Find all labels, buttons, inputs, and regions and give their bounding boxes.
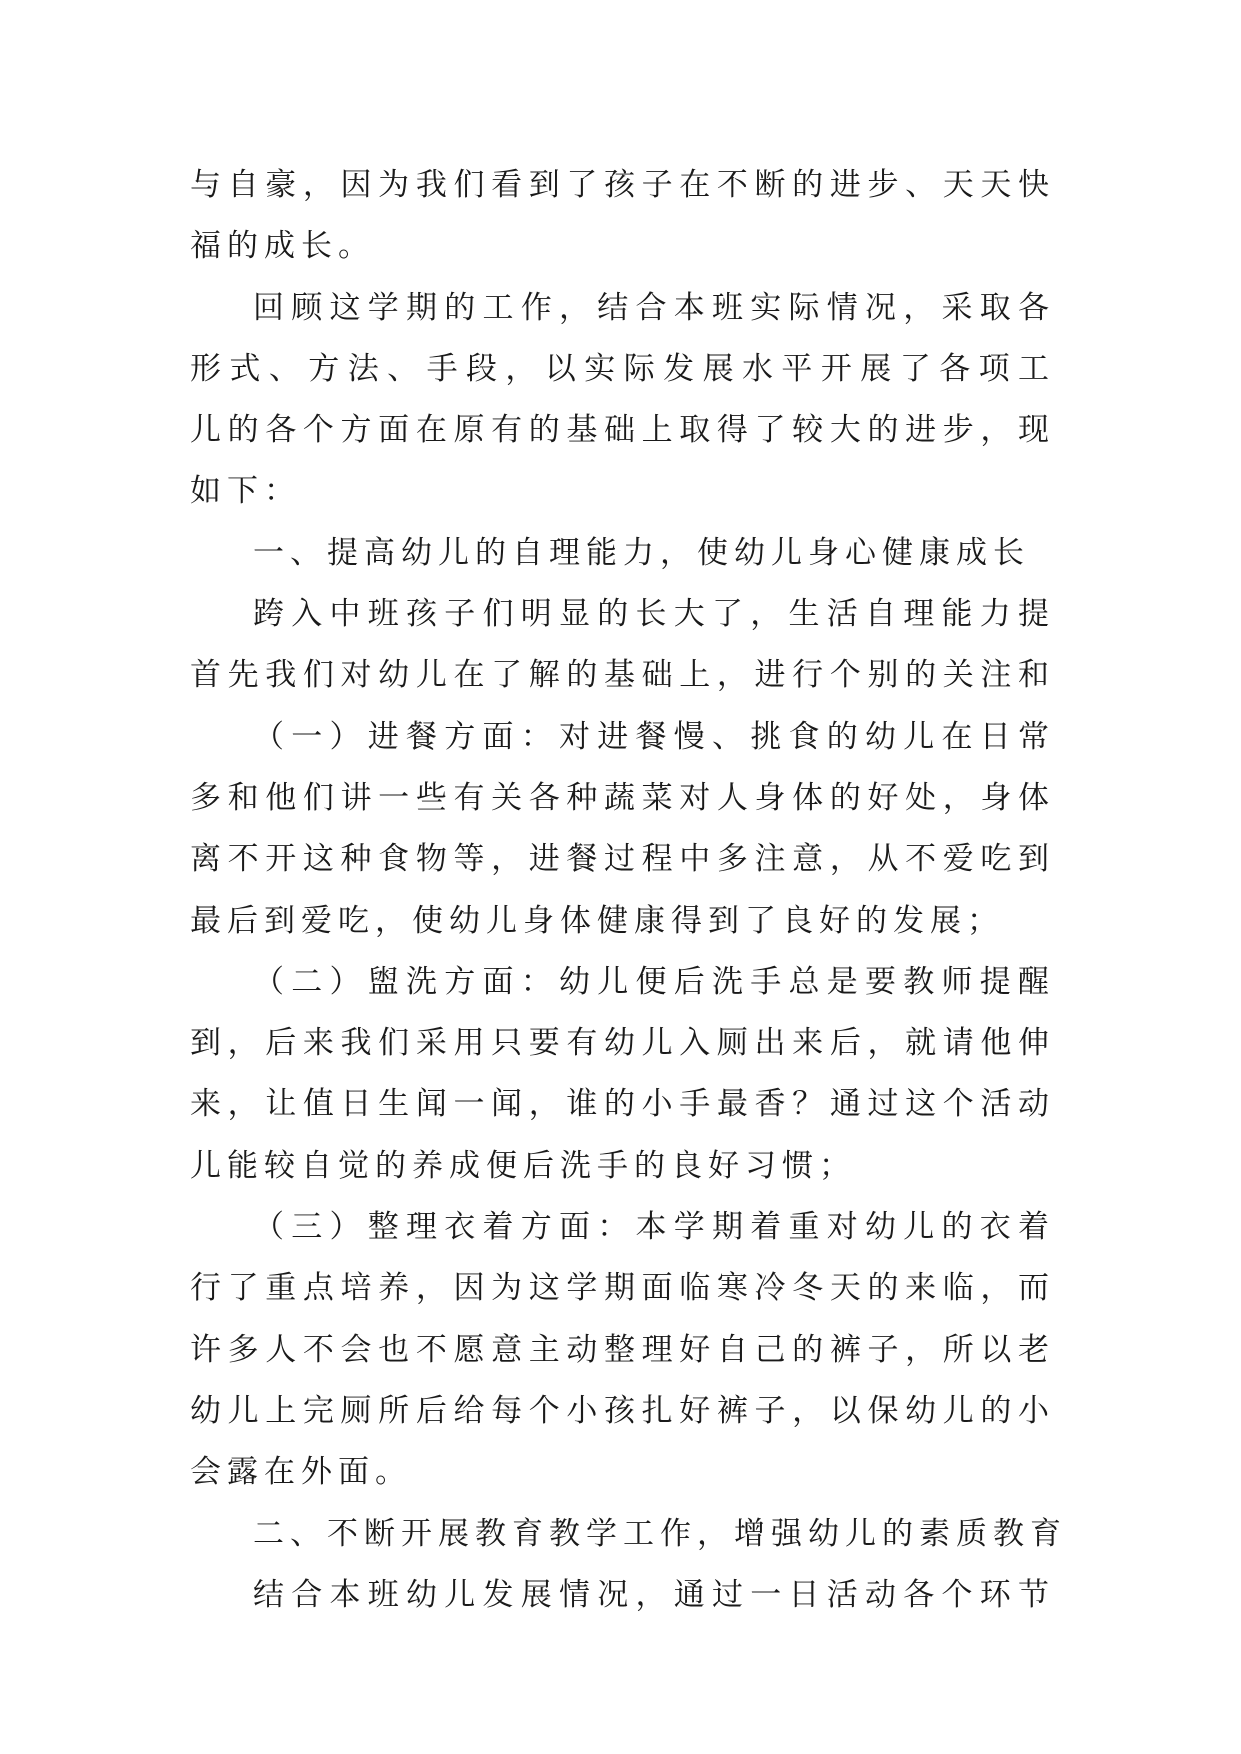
text-line: 最后到爱吃，使幼儿身体健康得到了良好的发展； <box>190 902 1004 939</box>
text-line: 幼儿上完厕所后给每个小孩扎好裤子，以保幼儿的小 <box>190 1392 1055 1429</box>
text-line: 首先我们对幼儿在了解的基础上，进行个别的关注和 <box>190 657 1055 694</box>
text-line: 二、不断开展教育教学工作，增强幼儿的素质教育 <box>253 1515 1067 1552</box>
text-line: （一）进餐方面：对进餐慢、挑食的幼儿在日常 <box>253 718 1055 755</box>
text-line: 来，让值日生闻一闻，谁的小手最香？通过这个活动 <box>190 1086 1055 1123</box>
text-line: 回顾这学期的工作，结合本班实际情况，采取各 <box>253 289 1055 326</box>
text-line: 会露在外面。 <box>190 1454 412 1491</box>
text-line: 跨入中班孩子们明显的长大了，生活自理能力提 <box>253 596 1055 633</box>
text-line: （三）整理衣着方面：本学期着重对幼儿的衣着 <box>253 1209 1055 1246</box>
text-line: （二）盥洗方面：幼儿便后洗手总是要教师提醒 <box>253 963 1055 1000</box>
text-line: 儿能较自觉的养成便后洗手的良好习惯； <box>190 1147 856 1184</box>
text-line: 如下： <box>190 473 301 510</box>
text-line: 福的成长。 <box>190 228 375 265</box>
text-line: 多和他们讲一些有关各种蔬菜对人身体的好处，身体 <box>190 779 1055 816</box>
text-line: 到，后来我们采用只要有幼儿入厕出来后，就请他伸 <box>190 1025 1055 1062</box>
text-line: 儿的各个方面在原有的基础上取得了较大的进步，现 <box>190 412 1055 449</box>
text-line: 与自豪，因为我们看到了孩子在不断的进步、天天快 <box>190 167 1055 203</box>
text-line: 许多人不会也不愿意主动整理好自己的裤子，所以老 <box>190 1331 1055 1368</box>
text-line: 一、提高幼儿的自理能力，使幼儿身心健康成长 <box>253 534 1030 571</box>
text-line: 形式、方法、手段，以实际发展水平开展了各项工 <box>190 350 1055 387</box>
text-line: 行了重点培养，因为这学期面临寒冷冬天的来临，而 <box>190 1270 1055 1307</box>
document-page <box>190 155 1067 1626</box>
text-line: 离不开这种食物等，进餐过程中多注意，从不爱吃到 <box>190 841 1055 878</box>
text-line: 结合本班幼儿发展情况，通过一日活动各个环节 <box>253 1576 1055 1613</box>
